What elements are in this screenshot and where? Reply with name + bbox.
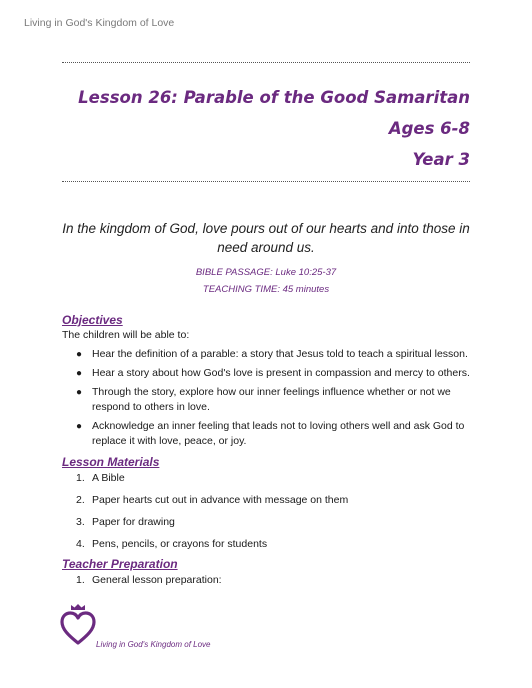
footer-text: Living in God's Kingdom of Love bbox=[96, 640, 211, 649]
top-divider bbox=[62, 62, 470, 63]
materials-heading: Lesson Materials bbox=[62, 455, 160, 469]
title-divider bbox=[62, 181, 470, 182]
list-item bbox=[62, 471, 474, 486]
lesson-title: Lesson 26: Parable of the Good Samaritan bbox=[78, 88, 470, 107]
materials-list bbox=[62, 471, 474, 559]
preparation-heading: Teacher Preparation bbox=[62, 557, 178, 571]
objectives-intro: The children will be able to: bbox=[62, 329, 190, 341]
lesson-year: Year 3 bbox=[412, 150, 470, 169]
objective-text: Hear the definition of a parable: a story that Jesus told to teach a spiritual lesson. bbox=[92, 348, 468, 360]
preparation-list bbox=[62, 573, 474, 595]
list-item bbox=[62, 515, 474, 530]
list-item bbox=[62, 493, 474, 508]
material-text: Paper hearts cut out in advance with message on them bbox=[92, 494, 349, 506]
list-item bbox=[62, 419, 474, 449]
objectives-list bbox=[62, 347, 474, 453]
lesson-theme: In the kingdom of God, love pours out of our hearts and into those in need around us. bbox=[62, 221, 470, 255]
objectives-heading: Objectives bbox=[62, 313, 123, 327]
list-item bbox=[62, 347, 474, 362]
bullet-icon: ● bbox=[76, 421, 83, 432]
objective-text: Through the story, explore how our inner feelings influence whether or not we respond to others in love. bbox=[92, 386, 451, 413]
running-header: Living in God's Kingdom of Love bbox=[24, 17, 175, 29]
heart-crown-logo-icon bbox=[60, 603, 96, 649]
objective-text: Acknowledge an inner feeling that leads not to loving others well and ask God to replace it with love, peace, or joy. bbox=[92, 420, 465, 447]
teaching-time: TEACHING TIME: 45 minutes bbox=[202, 284, 330, 295]
material-text: Paper for drawing bbox=[92, 516, 175, 528]
item-number: 1. bbox=[76, 574, 85, 586]
item-number: 2. bbox=[76, 494, 85, 506]
bullet-icon: ● bbox=[76, 368, 83, 379]
bible-passage: BIBLE PASSAGE: Luke 10:25-37 bbox=[195, 267, 337, 278]
list-item bbox=[62, 537, 474, 552]
bullet-icon: ● bbox=[76, 387, 83, 398]
material-text: A Bible bbox=[92, 472, 125, 484]
list-item bbox=[62, 573, 474, 588]
list-item bbox=[62, 385, 474, 415]
item-number: 4. bbox=[76, 538, 85, 550]
list-item bbox=[62, 366, 474, 381]
objective-text: Hear a story about how God's love is present in compassion and mercy to others. bbox=[92, 367, 470, 379]
lesson-ages: Ages 6-8 bbox=[388, 119, 470, 138]
item-number: 3. bbox=[76, 516, 85, 528]
preparation-text: General lesson preparation: bbox=[92, 574, 222, 586]
bullet-icon: ● bbox=[76, 349, 83, 360]
material-text: Pens, pencils, or crayons for students bbox=[92, 538, 268, 550]
item-number: 1. bbox=[76, 472, 85, 484]
